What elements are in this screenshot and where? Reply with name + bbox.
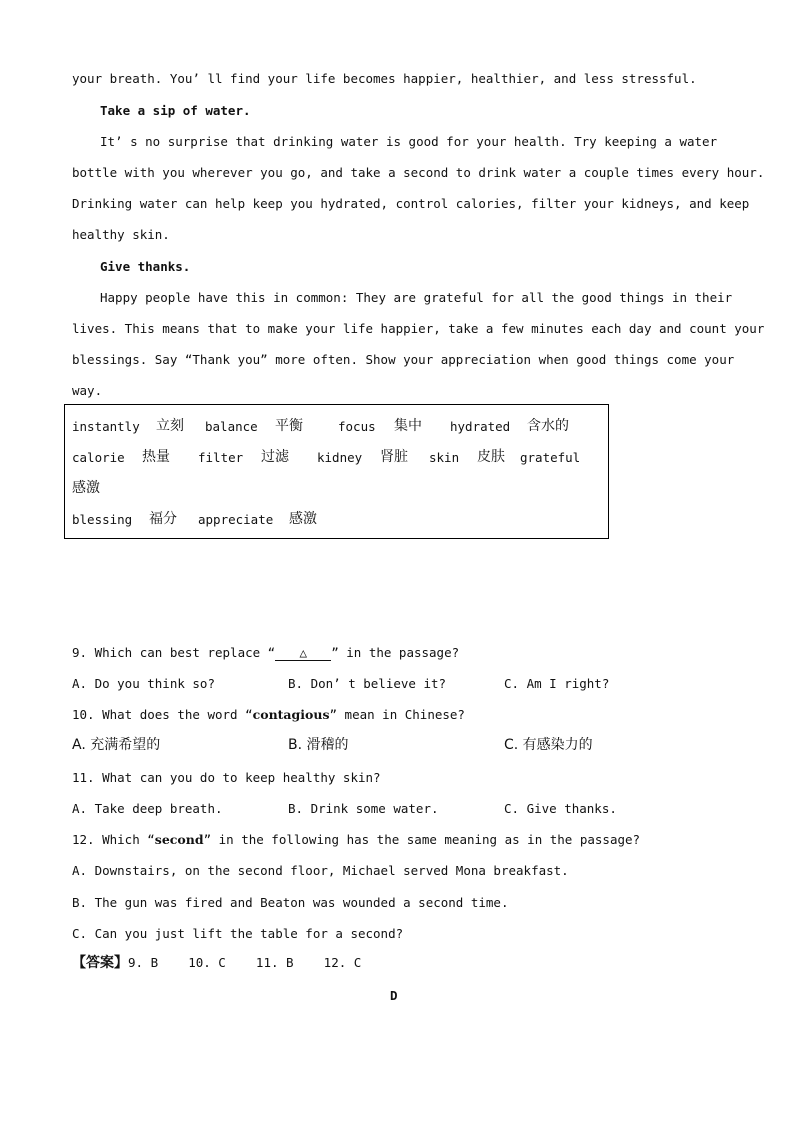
- question-stem: ” in the passage?: [331, 645, 460, 660]
- option-a: A. Downstairs, on the second floor, Michael served Mona breakfast.: [72, 863, 569, 878]
- option-b: B. Drink some water.: [288, 801, 439, 816]
- answer-blank: △: [275, 646, 331, 661]
- vocab-en: kidney: [317, 450, 363, 465]
- question-stem: 12. Which “: [72, 832, 155, 847]
- option-b: B. 滑稽的: [288, 737, 349, 753]
- highlighted-word: second: [154, 832, 204, 847]
- question-11: 11. What can you do to keep healthy skin?: [72, 770, 381, 785]
- option-b: B. The gun was fired and Beaton was wounded a second time.: [72, 895, 509, 910]
- vocab-en: instantly: [72, 419, 140, 434]
- option-c: C. Can you just lift the table for a second?: [72, 926, 404, 941]
- vocab-en: hydrated: [450, 419, 511, 434]
- option-c: C. Give thanks.: [504, 801, 617, 816]
- vocab-zh: 平衡: [275, 418, 303, 434]
- vocab-zh: 过滤: [261, 449, 289, 465]
- vocab-en: focus: [338, 419, 376, 434]
- question-stem: 10. What does the word “: [72, 707, 253, 722]
- vocab-zh: 肾脏: [380, 449, 408, 465]
- question-10: [72, 707, 465, 723]
- vocabulary-box: [64, 404, 609, 539]
- section-marker: D: [390, 988, 398, 1003]
- vocab-zh: 福分: [149, 511, 177, 527]
- option-c: C. Am I right?: [504, 676, 610, 691]
- passage-line: lives. This means that to make your life happier, take a few minutes each day and count your: [72, 321, 765, 336]
- vocab-en: grateful: [520, 450, 581, 465]
- question-stem: ” in the following has the same meaning as in the passage?: [203, 832, 641, 847]
- passage-line: way.: [72, 383, 103, 398]
- answer-label: 【答案】: [72, 955, 128, 971]
- question-9: [72, 645, 459, 661]
- passage-line: bottle with you wherever you go, and take a second to drink water a couple times every hour.: [72, 165, 765, 180]
- passage-line: Drinking water can help keep you hydrated, control calories, filter your kidneys, and keep: [72, 196, 750, 211]
- vocab-zh: 热量: [142, 449, 170, 465]
- answer-text: 9. B 10. C 11. B 12. C: [128, 955, 362, 970]
- option-c: C. 有感染力的: [504, 737, 593, 753]
- vocab-en: calorie: [72, 450, 125, 465]
- question-stem: 9. Which can best replace “: [72, 645, 276, 660]
- passage-line: your breath. You’ ll find your life becomes happier, healthier, and less stressful.: [72, 71, 697, 86]
- passage-line: It’ s no surprise that drinking water is good for your health. Try keeping a water: [100, 134, 718, 149]
- highlighted-word: contagious: [252, 707, 330, 722]
- question-12: [72, 832, 640, 848]
- passage-line: blessings. Say “Thank you” more often. Show your appreciation when good things come your: [72, 352, 735, 367]
- heading-water: Take a sip of water.: [100, 103, 251, 118]
- question-stem: ” mean in Chinese?: [329, 707, 465, 722]
- vocab-en: balance: [205, 419, 258, 434]
- vocab-en: blessing: [72, 512, 133, 527]
- answer-key: [72, 955, 361, 971]
- vocab-en: skin: [429, 450, 460, 465]
- vocab-en: appreciate: [198, 512, 274, 527]
- vocab-zh: 立刻: [156, 418, 184, 434]
- option-a: A. Do you think so?: [72, 676, 215, 691]
- option-a: A. Take deep breath.: [72, 801, 223, 816]
- heading-thanks: Give thanks.: [100, 259, 191, 274]
- vocab-zh: 皮肤: [477, 449, 505, 465]
- option-a: A. 充满希望的: [72, 737, 161, 753]
- option-b: B. Don’ t believe it?: [288, 676, 447, 691]
- vocab-zh: 感激: [289, 511, 317, 527]
- vocab-zh: 集中: [394, 418, 422, 434]
- vocab-zh: 感激: [72, 480, 100, 496]
- passage-line: healthy skin.: [72, 227, 170, 242]
- vocab-en: filter: [198, 450, 244, 465]
- vocab-zh: 含水的: [527, 418, 569, 434]
- passage-line: Happy people have this in common: They are grateful for all the good things in their: [100, 290, 733, 305]
